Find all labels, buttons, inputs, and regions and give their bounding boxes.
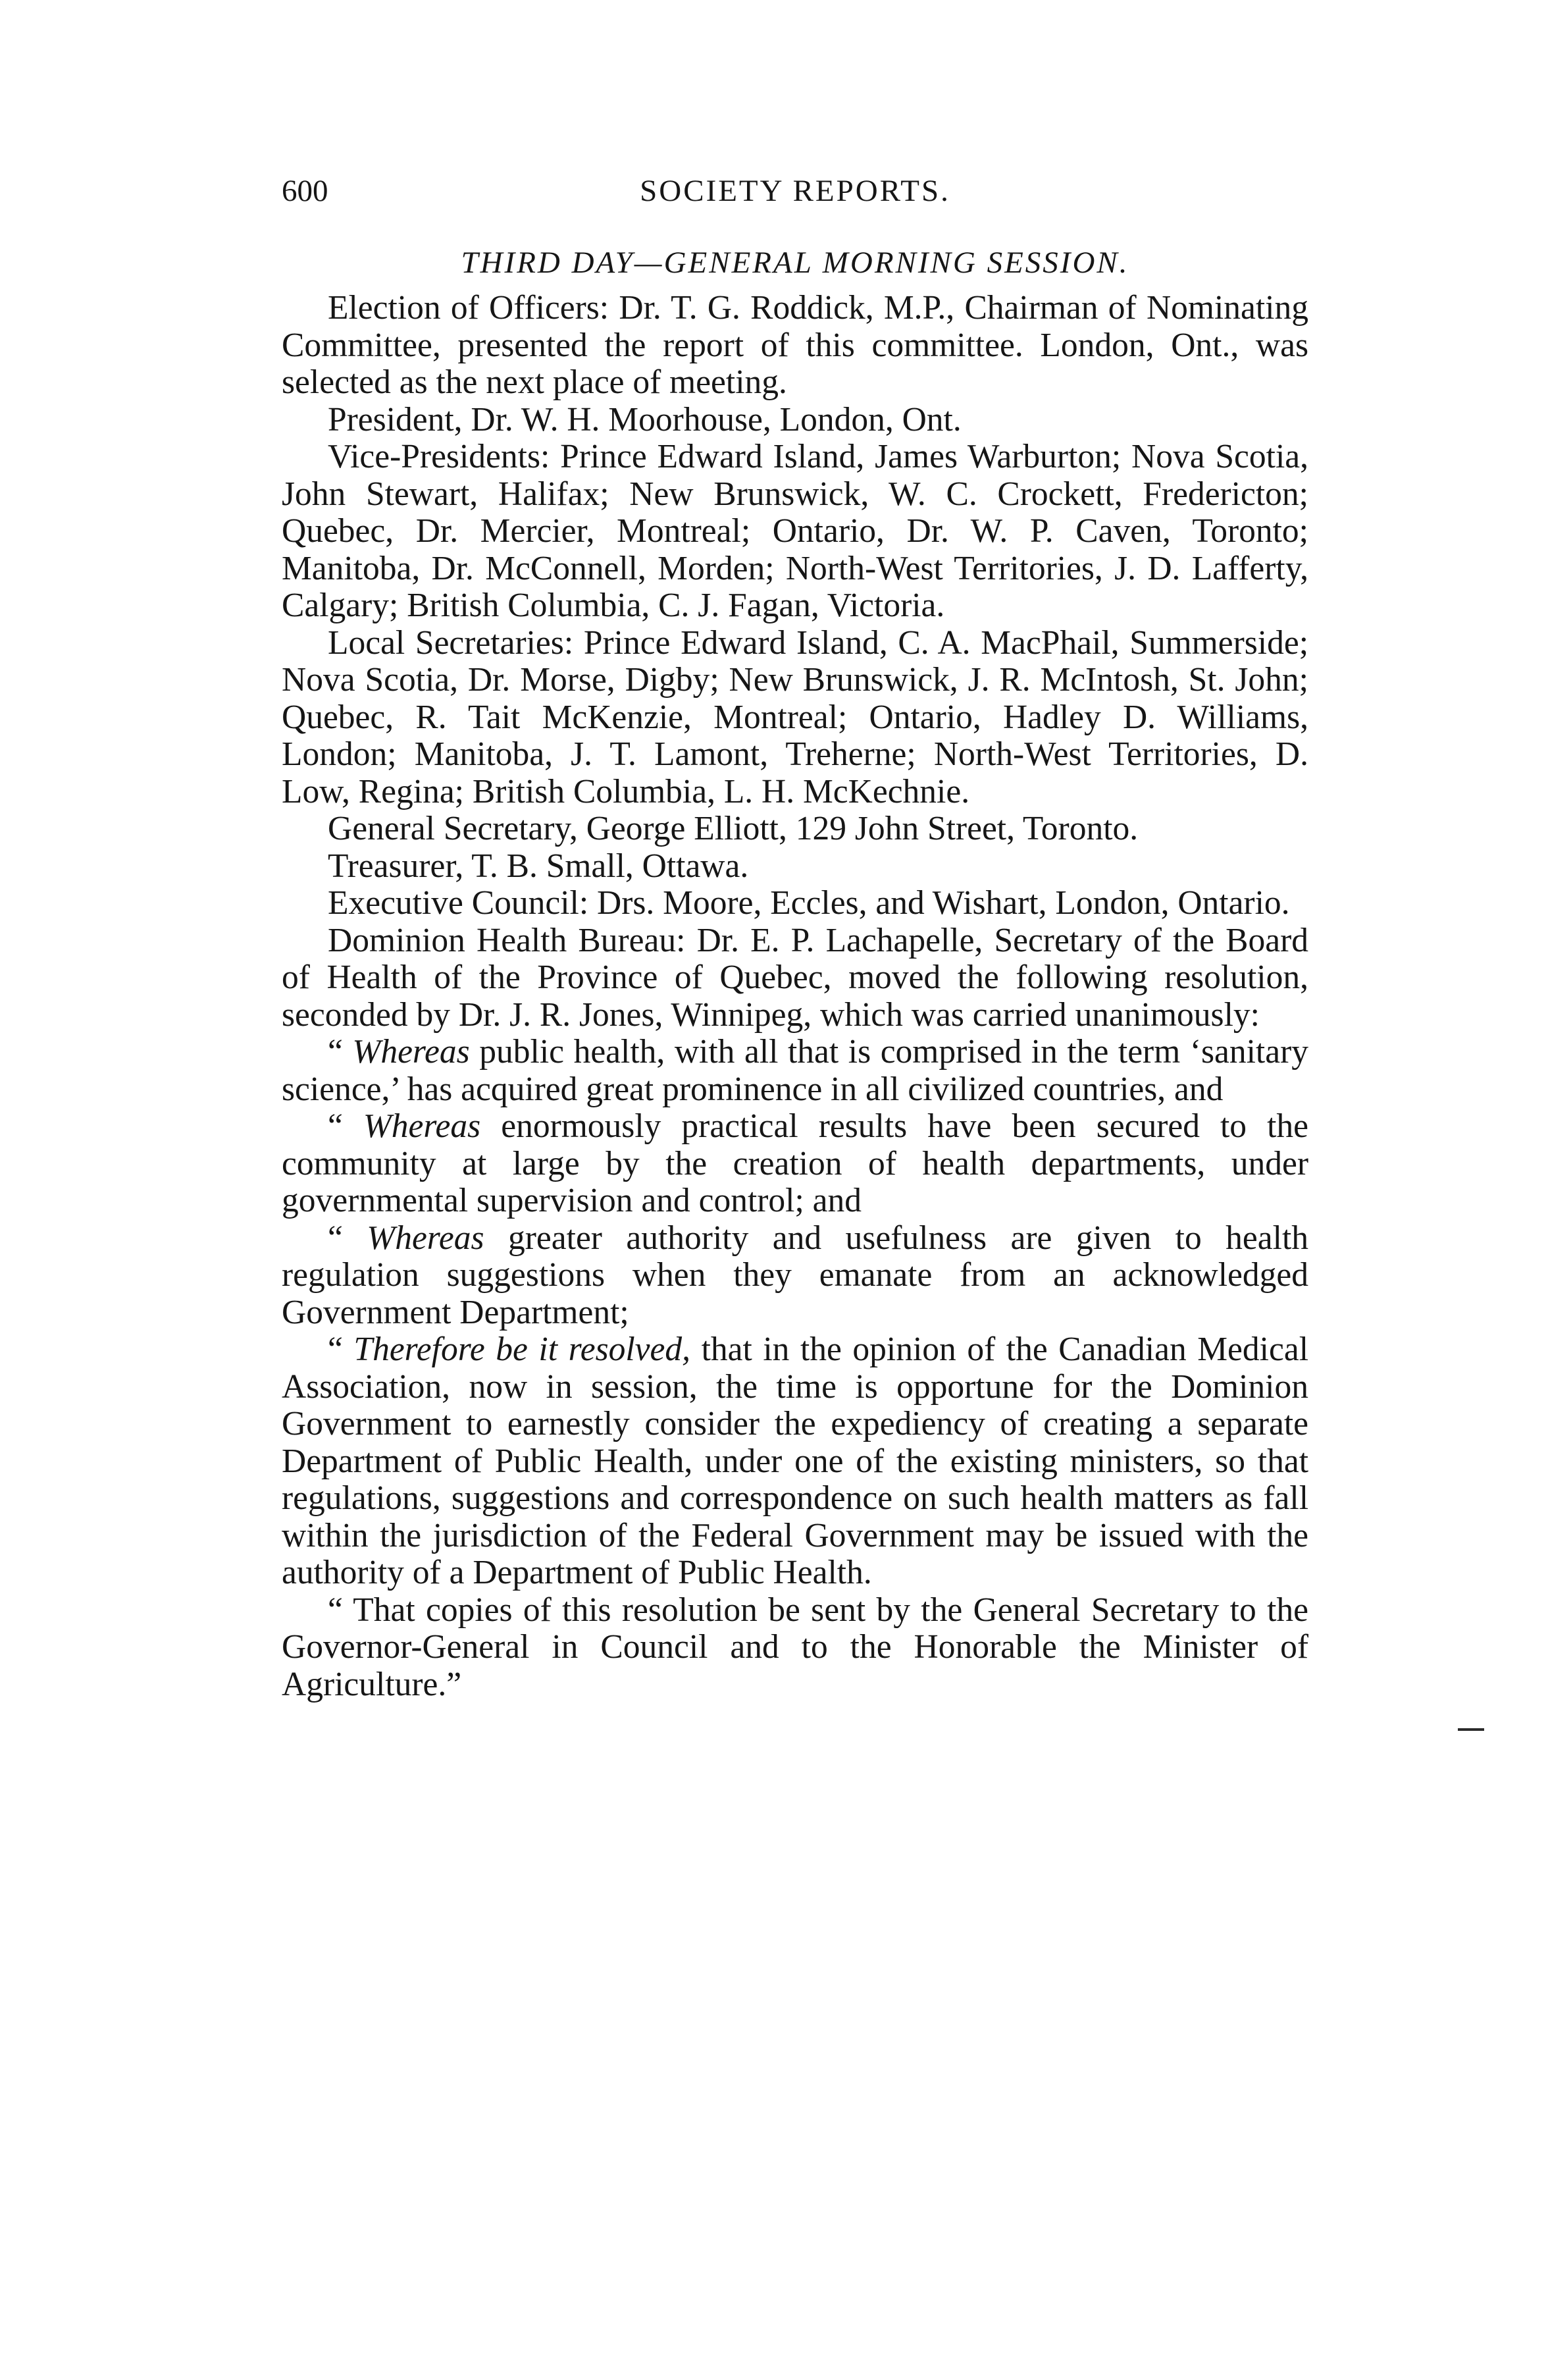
paragraph-local-secretaries: Local Secretaries: Prince Edward Island, C. A. MacPhail, Summerside; Nova Scotia, Dr. Morse, Digby; New Brunswick, J. R. McIntosh, St. John; Quebec, R. Tait McKenzie, Montreal; Ontario, Hadley D. Williams, London; Manitoba, J. T. Lamont, Treherne; North-West Territories, D. Low, Regina; British Columbia, L. H. McKechnie.: [282, 623, 1308, 810]
quote-open: “: [328, 1033, 353, 1071]
paragraph-therefore-resolved: [282, 1331, 1308, 1592]
paragraph-copies-of-resolution: “ That copies of this resolution be sent by the General Secretary to the Governor-General in Council and to the Honorable the Minister of Agriculture.”: [282, 1591, 1308, 1703]
paragraph-dominion-health-bureau: Dominion Health Bureau: Dr. E. P. Lachapelle, Secretary of the Board of Health of the Province of Quebec, moved the following resolution, seconded by Dr. J. R. Jones, Winnipeg, which was carried unanimously:: [282, 921, 1308, 1034]
paragraph-whereas-practical-results: [282, 1108, 1308, 1220]
section-heading: THIRD DAY—GENERAL MORNING SESSION.: [461, 246, 1129, 280]
paragraph-president: President, Dr. W. H. Moorhouse, London, Ont.: [328, 400, 962, 438]
page-number: 600: [282, 174, 328, 208]
paragraph-text: greater authority and usefulness are given to health regulation suggestions when they emanate from an acknowledged Government Department;: [282, 1219, 1308, 1331]
paragraph-text: enormously practical results have been secured to the community at large by the creation of health departments, under governmental supervision and control; and: [282, 1107, 1308, 1219]
italic-lead: Whereas: [352, 1033, 470, 1071]
paragraph-election-of-officers: Election of Officers: Dr. T. G. Roddick, M.P., Chairman of Nominating Committee, presented the report of this committee. London, Ont., was selected as the next place of meeting.: [282, 289, 1308, 401]
paragraph-general-secretary: General Secretary, George Elliott, 129 John Street, Toronto.: [328, 810, 1139, 847]
running-title: SOCIETY REPORTS.: [640, 174, 950, 208]
paragraph-executive-council: Executive Council: Drs. Moore, Eccles, and Wishart, London, Ontario.: [328, 884, 1290, 922]
running-head: [282, 165, 1308, 217]
quote-open: “: [328, 1107, 363, 1145]
paragraph-whereas-public-health: [282, 1034, 1308, 1108]
quote-open: “: [328, 1219, 367, 1257]
paragraph-text: public health, with all that is comprised in the term ‘sanitary science,’ has acquired great prominence in all civilized countries, and: [282, 1033, 1308, 1108]
margin-dash-mark: [1458, 1728, 1484, 1731]
italic-lead: Whereas: [367, 1219, 484, 1257]
paragraph-text: that in the opinion of the Canadian Medical Association, now in session, the time is opportune for the Dominion Government to earnestly consider the expediency of creating a separate Department of Public Health, under one of the existing ministers, so that regulations, suggestions and correspondence on such health matters as fall within the jurisdiction of the Federal Government may be issued with the authority of a Department of Public Health.: [282, 1331, 1308, 1591]
paragraph-treasurer: Treasurer, T. B. Small, Ottawa.: [328, 847, 749, 885]
paragraph-whereas-greater-authority: [282, 1220, 1308, 1332]
italic-lead: Therefore be it resolved,: [353, 1331, 691, 1368]
paragraph-vice-presidents: Vice-Presidents: Prince Edward Island, James Warburton; Nova Scotia, John Stewart, Halifax; New Brunswick, W. C. Crockett, Fredericton; Quebec, Dr. Mercier, Montreal; Ontario, Dr. W. P. Caven, Toronto; Manitoba, Dr. McConnell, Morden; North-West Territories, J. D. Lafferty, Calgary; British Columbia, C. J. Fagan, Victoria.: [282, 438, 1308, 624]
document-page: [282, 165, 1308, 1703]
italic-lead: Whereas: [363, 1107, 481, 1145]
quote-open: “: [328, 1331, 354, 1368]
